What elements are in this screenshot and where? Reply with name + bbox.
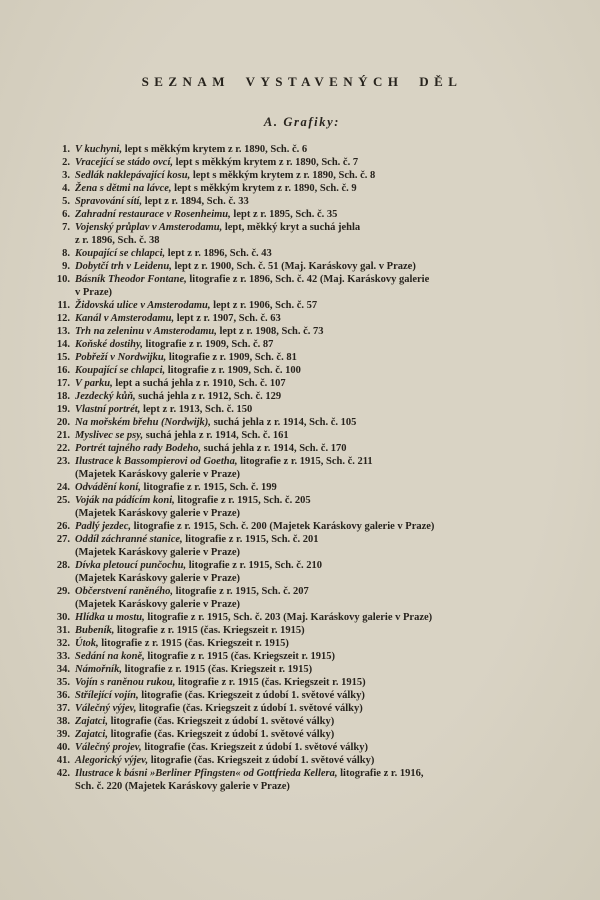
item-title: Básník Theodor Fontane, [75,274,187,285]
list-item [48,390,556,403]
item-title: Portrét tajného rady Bodeho, [75,443,202,454]
list-item [48,533,556,559]
item-title: Koupající se chlapci, [75,248,166,259]
item-text [75,702,556,715]
item-details: suchá jehla z r. 1914, Sch. č. 105 [210,417,357,428]
list-item [48,325,556,338]
item-details: litografie z r. 1909, Sch. č. 87 [142,339,274,350]
item-number: 10. [56,274,70,285]
list-item [48,650,556,663]
item-text [75,533,556,559]
item-text [75,624,556,637]
list-item [48,637,556,650]
item-text [75,143,556,156]
item-number: 5. [62,196,70,207]
item-number: 24. [56,482,70,493]
item-details: lept z r. 1895, Sch. č. 35 [230,209,338,220]
item-text [75,247,556,260]
item-details: lept z r. 1906, Sch. č. 57 [210,300,318,311]
item-text [75,299,556,312]
item-number: 17. [56,378,70,389]
list-item [48,156,556,169]
item-details: litografie (čas. Kriegszeit z údobí 1. světové války) [136,703,363,714]
item-text [75,494,556,520]
item-details: suchá jehla z r. 1914, Sch. č. 161 [143,430,289,441]
item-text [75,637,556,650]
list-item [48,624,556,637]
list-item [48,169,556,182]
item-title: Na mořském břehu (Nordwijk), [75,417,211,428]
item-details: lept z r. 1908, Sch. č. 73 [216,326,324,337]
item-continuation: (Majetek Karáskovy galerie v Praze) [75,508,241,519]
item-number: 3. [62,170,70,181]
item-text [75,182,556,195]
item-number: 30. [56,612,70,623]
list-item [48,247,556,260]
item-continuation: z r. 1896, Sch. č. 38 [75,235,160,246]
item-number: 27. [56,534,70,545]
list-item [48,221,556,247]
item-continuation: (Majetek Karáskovy galerie v Praze) [75,469,241,480]
item-number: 29. [56,586,70,597]
item-number: 38. [56,716,70,727]
item-details: litografie (čas. Kriegszeit z údobí 1. světové války) [138,690,365,701]
item-text [75,351,556,364]
item-number: 23. [56,456,70,467]
item-number: 37. [56,703,70,714]
list-item [48,312,556,325]
item-title: Vlastní portrét, [75,404,141,415]
item-details: litografie z r. 1915, Sch. č. 203 (Maj. Karáskovy galerie v Praze) [144,612,433,623]
item-continuation: Sch. č. 220 (Majetek Karáskovy galerie v Praze) [75,781,290,792]
item-details: litografie z r. 1915, Sch. č. 210 [186,560,322,571]
item-title: Ilustrace k Bassompierovi od Goetha, [75,456,238,467]
item-number: 34. [56,664,70,675]
list-item [48,741,556,754]
item-details: lept, měkký kryt a suchá jehla [222,222,361,233]
item-title: Koupající se chlapci, [75,365,166,376]
item-text [75,312,556,325]
list-item [48,559,556,585]
item-title: Voják na pádícím koni, [75,495,175,506]
item-title: Dobytčí trh v Leidenu, [75,261,172,272]
item-title: Hlídka u mostu, [75,612,145,623]
item-text [75,754,556,767]
item-title: Myslivec se psy, [75,430,144,441]
item-continuation: v Praze) [75,287,113,298]
item-number: 36. [56,690,70,701]
item-title: Spravování sítí, [75,196,143,207]
item-number: 41. [56,755,70,766]
item-title: Jezdecký kůň, [75,391,136,402]
item-title: V parku, [75,378,113,389]
item-title: Sedlák naklepávající kosu, [75,170,191,181]
item-text [75,520,556,533]
list-item [48,585,556,611]
item-details: litografie z r. 1915, Sch. č. 199 [140,482,277,493]
item-number: 9. [62,261,70,272]
list-item [48,481,556,494]
item-title: Válečný výjev, [75,703,137,714]
item-text [75,442,556,455]
item-title: Sedání na koně, [75,651,145,662]
item-continuation: (Majetek Karáskovy galerie v Praze) [75,547,241,558]
works-list [48,143,556,793]
item-details: suchá jehla z r. 1912, Sch. č. 129 [135,391,282,402]
item-title: Koňské dostihy, [75,339,143,350]
item-title: Zahradní restaurace v Rosenheimu, [75,209,231,220]
item-text [75,559,556,585]
list-item [48,195,556,208]
item-number: 33. [56,651,70,662]
item-title: Námořník, [75,664,122,675]
list-item [48,689,556,702]
item-text [75,195,556,208]
list-item [48,182,556,195]
item-text [75,403,556,416]
list-item [48,676,556,689]
item-number: 1. [62,144,70,155]
item-title: Vojín s raněnou rukou, [75,677,176,688]
item-text [75,611,556,624]
page-title: SEZNAM VYSTAVENÝCH DĚL [141,74,463,89]
list-item [48,299,556,312]
item-title: Odvádění koní, [75,482,141,493]
item-number: 22. [56,443,70,454]
item-text [75,390,556,403]
list-item [48,338,556,351]
item-text [75,364,556,377]
item-title: V kuchyni, [75,144,123,155]
item-text [75,156,556,169]
item-title: Oddíl záchranné stanice, [75,534,183,545]
item-number: 13. [56,326,70,337]
item-number: 11. [57,300,70,311]
item-number: 15. [56,352,70,363]
item-title: Trh na zeleninu v Amsterodamu, [75,326,217,337]
list-item [48,520,556,533]
section-heading: A. Grafiky: [263,115,341,129]
item-title: Pobřeží v Nordwijku, [75,352,167,363]
item-title: Žena s dětmi na lávce, [75,183,172,194]
item-details: litografie (čas. Kriegszeit z údobí 1. světové války) [148,755,375,766]
item-text [75,338,556,351]
item-text [75,585,556,611]
item-number: 40. [56,742,70,753]
item-details: lept z r. 1907, Sch. č. 63 [174,313,281,324]
list-item [48,728,556,741]
item-title: Útok, [75,638,99,649]
list-item [48,208,556,221]
item-number: 42. [56,768,70,779]
item-text [75,221,556,247]
item-details: litografie z r. 1915 (čas. Kriegszeit r. 1915) [114,625,305,636]
item-details: lept s měkkým krytem z r. 1890, Sch. č. 7 [172,157,359,168]
item-details: litografie z r. 1915 (čas. Kriegszeit r. 1915) [121,664,313,675]
item-details: litografie (čas. Kriegszeit z údobí 1. světové války) [107,729,335,740]
item-text [75,676,556,689]
item-title: Kanál v Amsterodamu, [75,313,175,324]
list-item [48,364,556,377]
item-details: litografie z r. 1896, Sch. č. 42 (Maj. Karáskovy galerie [186,274,430,285]
item-details: litografie z r. 1909, Sch. č. 100 [165,365,301,376]
item-text [75,650,556,663]
item-text [75,429,556,442]
item-number: 21. [56,430,70,441]
list-item [48,455,556,481]
item-text [75,728,556,741]
item-text [75,325,556,338]
item-details: litografie z r. 1916, [337,768,424,779]
item-text [75,260,556,273]
item-details: lept s měkkým krytem z r. 1890, Sch. č. 8 [190,170,376,181]
item-number: 28. [56,560,70,571]
item-details: lept s měkkým krytem z r. 1890, Sch. č. 6 [122,144,308,155]
item-number: 32. [56,638,70,649]
item-details: litografie z r. 1915, Sch. č. 211 [237,456,373,467]
item-number: 2. [62,157,70,168]
list-item [48,143,556,156]
list-item [48,754,556,767]
item-details: litografie (čas. Kriegszeit z údobí 1. světové války) [141,742,368,753]
item-number: 12. [56,313,70,324]
item-number: 16. [56,365,70,376]
item-details: suchá jehla z r. 1914, Sch. č. 170 [201,443,347,454]
item-details: lept z r. 1896, Sch. č. 43 [165,248,272,259]
item-details: litografie z r. 1915 (čas. Kriegszeit r. 1915) [144,651,335,662]
item-number: 19. [56,404,70,415]
list-item [48,416,556,429]
item-number: 18. [56,391,70,402]
list-item [48,494,556,520]
item-details: litografie z r. 1915, Sch. č. 205 [174,495,311,506]
list-item [48,273,556,299]
item-text [75,663,556,676]
item-text [75,767,556,793]
list-item [48,611,556,624]
item-number: 4. [62,183,70,194]
item-text [75,481,556,494]
item-title: Občerstvení raněného, [75,586,173,597]
item-text [75,715,556,728]
item-number: 20. [56,417,70,428]
item-title: Zajatci, [75,716,108,727]
item-text [75,455,556,481]
item-number: 7. [62,222,70,233]
list-item [48,403,556,416]
item-details: lept a suchá jehla z r. 1910, Sch. č. 107 [112,378,286,389]
item-title: Židovská ulice v Amsterodamu, [75,300,211,311]
item-text [75,741,556,754]
item-title: Zajatci, [75,729,108,740]
item-details: litografie z r. 1915, Sch. č. 200 (Majetek Karáskovy galerie v Praze) [130,521,435,532]
list-item [48,767,556,793]
item-number: 31. [56,625,70,636]
item-title: Bubeník, [75,625,115,636]
item-text [75,273,556,299]
item-details: litografie z r. 1909, Sch. č. 81 [166,352,297,363]
item-continuation: (Majetek Karáskovy galerie v Praze) [75,573,241,584]
item-title: Alegorický výjev, [75,755,149,766]
item-number: 39. [56,729,70,740]
list-item [48,429,556,442]
item-details: litografie z r. 1915 (čas. Kriegszeit r. 1915) [175,677,366,688]
item-title: Válečný projev, [75,742,142,753]
item-title: Vracející se stádo ovcí, [75,157,173,168]
item-number: 8. [62,248,70,259]
item-details: lept z r. 1913, Sch. č. 150 [140,404,253,415]
list-item [48,715,556,728]
list-item [48,260,556,273]
item-title: Ilustrace k básni »Berliner Pfingsten« od Gottfrieda Kellera, [75,768,338,779]
item-continuation: (Majetek Karáskovy galerie v Praze) [75,599,241,610]
item-text [75,377,556,390]
item-number: 25. [56,495,70,506]
item-details: lept z r. 1900, Sch. č. 51 (Maj. Karáskovy gal. v Praze) [171,261,416,272]
item-title: Dívka pletoucí punčochu, [75,560,187,571]
item-text [75,169,556,182]
item-number: 6. [62,209,70,220]
list-item [48,702,556,715]
item-title: Padlý jezdec, [75,521,131,532]
list-item [48,663,556,676]
item-text [75,208,556,221]
item-number: 26. [56,521,70,532]
item-text [75,416,556,429]
list-item [48,442,556,455]
item-details: lept s měkkým krytem z r. 1890, Sch. č. 9 [171,183,357,194]
item-text [75,689,556,702]
item-title: Střílející vojín, [75,690,139,701]
item-details: litografie z r. 1915 (čas. Kriegszeit r. 1915) [98,638,289,649]
item-details: litografie (čas. Kriegszeit z údobí 1. světové války) [107,716,335,727]
item-number: 14. [56,339,70,350]
item-details: lept z r. 1894, Sch. č. 33 [142,196,249,207]
list-item [48,351,556,364]
list-item [48,377,556,390]
item-details: litografie z r. 1915, Sch. č. 207 [173,586,309,597]
item-details: litografie z r. 1915, Sch. č. 201 [182,534,319,545]
item-title: Vojenský průplav v Amsterodamu, [75,222,223,233]
item-number: 35. [56,677,70,688]
